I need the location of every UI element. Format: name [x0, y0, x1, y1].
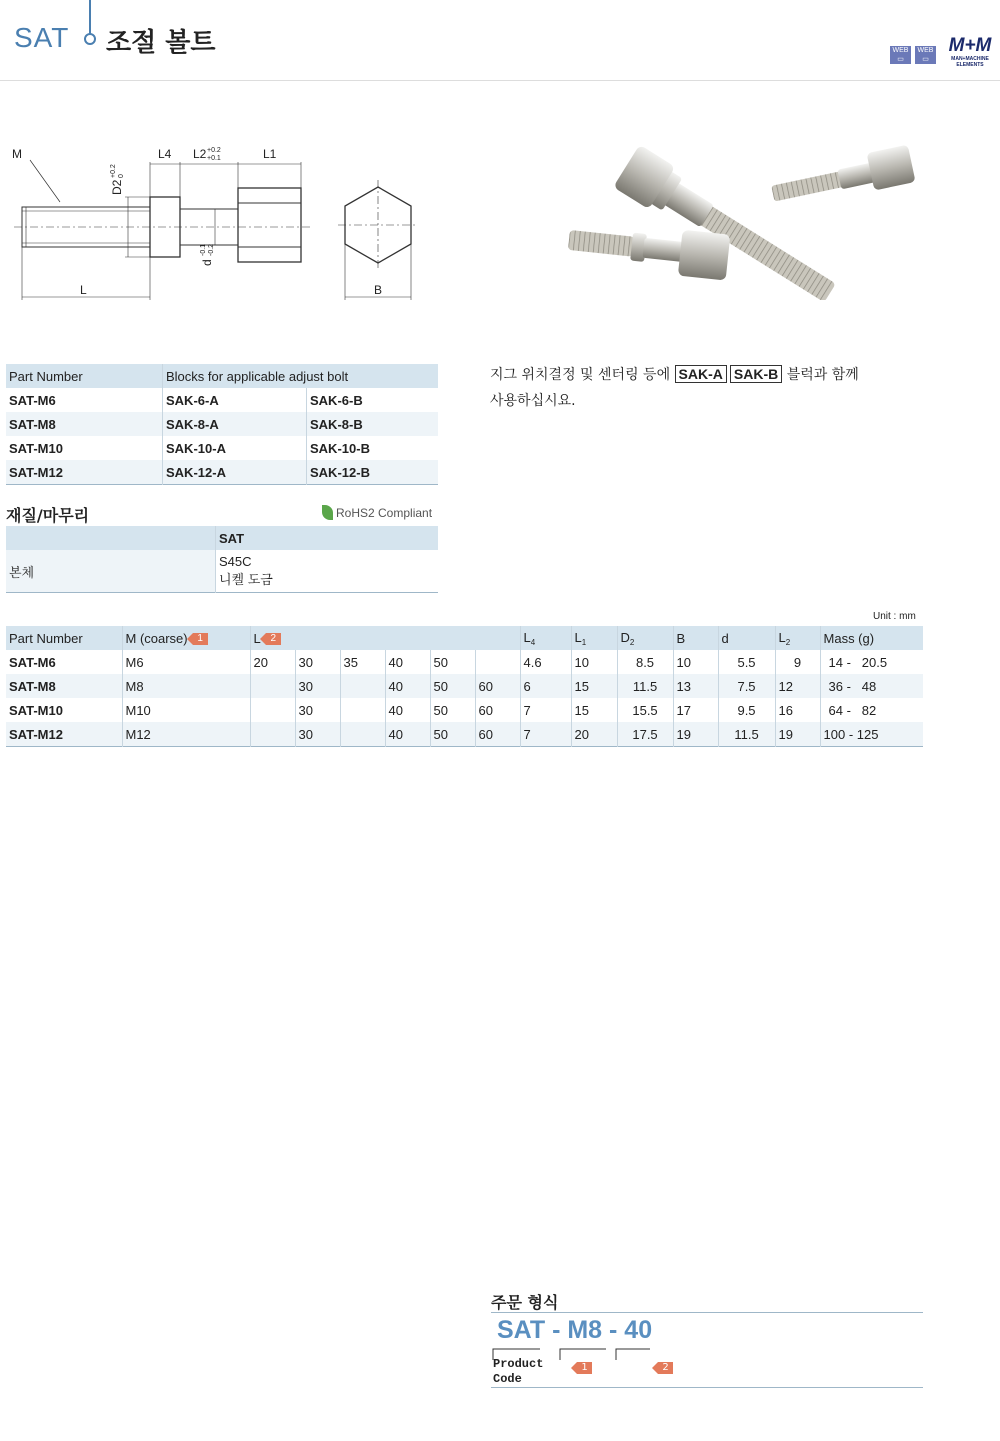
label-d-tol-up: -0.1	[200, 243, 207, 256]
usage-note	[490, 362, 930, 414]
col-blocks: Blocks for applicable adjust bolt	[163, 364, 439, 388]
header-code: SAT	[14, 22, 70, 53]
note-line2: 사용하십시요.	[490, 393, 576, 409]
label-l1: L1	[263, 147, 277, 161]
table-row: SAT-M6 M6 20 30 35 40 50 4.6 10 8.5 10 5.5 9 14 - 20.5	[6, 650, 923, 674]
label-m: M	[12, 147, 22, 161]
label-d-tol-low: -0.2	[208, 243, 215, 256]
product-code-label: Product Code	[493, 1357, 544, 1386]
header-accent-dot	[84, 33, 96, 45]
label-l2-tol-low: +0.1	[207, 155, 221, 162]
label-l4: L4	[158, 147, 172, 161]
order-example: SAT - M8 - 40	[497, 1316, 653, 1344]
material-header: SAT	[216, 526, 439, 550]
col-l1: $L_1$	[571, 626, 617, 650]
label-b: B	[374, 283, 383, 297]
material-row-label: 본체	[6, 550, 216, 593]
label-d2-tol-up: +0.2	[110, 164, 117, 178]
label-l2-tol-up: +0.2	[207, 147, 221, 154]
label-d: d	[200, 259, 214, 266]
order-rule-top	[491, 1312, 923, 1313]
order-tag-1: 1	[577, 1362, 592, 1374]
unit-label: Unit : mm	[873, 611, 916, 622]
header-accent-line	[89, 0, 91, 34]
rohs-badge: RoHS2 Compliant	[322, 505, 432, 520]
col-part-number: Part Number	[6, 364, 163, 388]
note-part1: 지그 위치결정 및 센터링 등에	[490, 367, 671, 383]
col-l4: $L_4$	[520, 626, 571, 650]
col-l2: $L_2$	[775, 626, 820, 650]
sak-b-ref[interactable]: SAK-B	[730, 365, 782, 383]
tag-2: 2	[266, 633, 281, 645]
col-d2: $D_2$	[617, 626, 673, 650]
col-part-number: Part Number	[6, 626, 122, 650]
technical-drawing	[0, 140, 430, 310]
col-mass: Mass (g)	[820, 626, 923, 650]
blocks-table	[6, 364, 438, 485]
table-row: SAT-M12 M12 30 40 50 60 7 20 17.5 19 11.5 19 100 - 125	[6, 722, 923, 747]
label-d2-tol-low: 0	[118, 174, 125, 178]
order-tag-2: 2	[658, 1362, 673, 1374]
col-b: B	[673, 626, 718, 650]
note-part2: 블럭과 함께	[786, 367, 859, 383]
table-row: SAT-M12 SAK-12-A SAK-12-B	[6, 460, 438, 485]
material-corner	[6, 526, 216, 550]
sak-a-ref[interactable]: SAK-A	[675, 365, 727, 383]
material-table	[6, 526, 438, 593]
label-d2: D2	[110, 179, 124, 195]
label-l: L	[80, 283, 87, 297]
col-m: M (coarse) 1	[122, 626, 250, 650]
logo-mark: M+M	[948, 35, 992, 56]
page-title: 조절 볼트	[106, 28, 216, 58]
header-divider	[0, 80, 1000, 81]
col-d: d	[718, 626, 775, 650]
material-title: 재질/마무리	[6, 506, 90, 525]
product-photo	[560, 125, 930, 300]
table-row	[6, 550, 438, 593]
order-title: 주문 형식	[491, 1293, 559, 1312]
material-value: S45C	[219, 554, 252, 569]
table-row: SAT-M8 M8 30 40 50 60 6 15 11.5 13 7.5 12 36 - 48	[6, 674, 923, 698]
label-l2: L2	[193, 147, 207, 161]
table-row: SAT-M6 SAK-6-A SAK-6-B	[6, 388, 438, 412]
logo-text: MAN+MACHINE ELEMENTS	[951, 56, 989, 68]
web-badge-2[interactable]: WEB ▭	[915, 46, 936, 64]
web-badge-1[interactable]: WEB ▭	[890, 46, 911, 64]
table-row: SAT-M10 M10 30 40 50 60 7 15 15.5 17 9.5 16 64 - 82	[6, 698, 923, 722]
table-row: SAT-M8 SAK-8-A SAK-8-B	[6, 412, 438, 436]
leaf-icon	[322, 505, 333, 520]
order-rule-bottom	[491, 1387, 923, 1388]
tag-1: 1	[193, 633, 208, 645]
finish-value: 니켈 도금	[219, 572, 273, 587]
spec-table	[6, 626, 923, 747]
table-row: SAT-M10 SAK-10-A SAK-10-B	[6, 436, 438, 460]
col-l: L 2	[250, 626, 520, 650]
brand-logo	[944, 36, 996, 68]
